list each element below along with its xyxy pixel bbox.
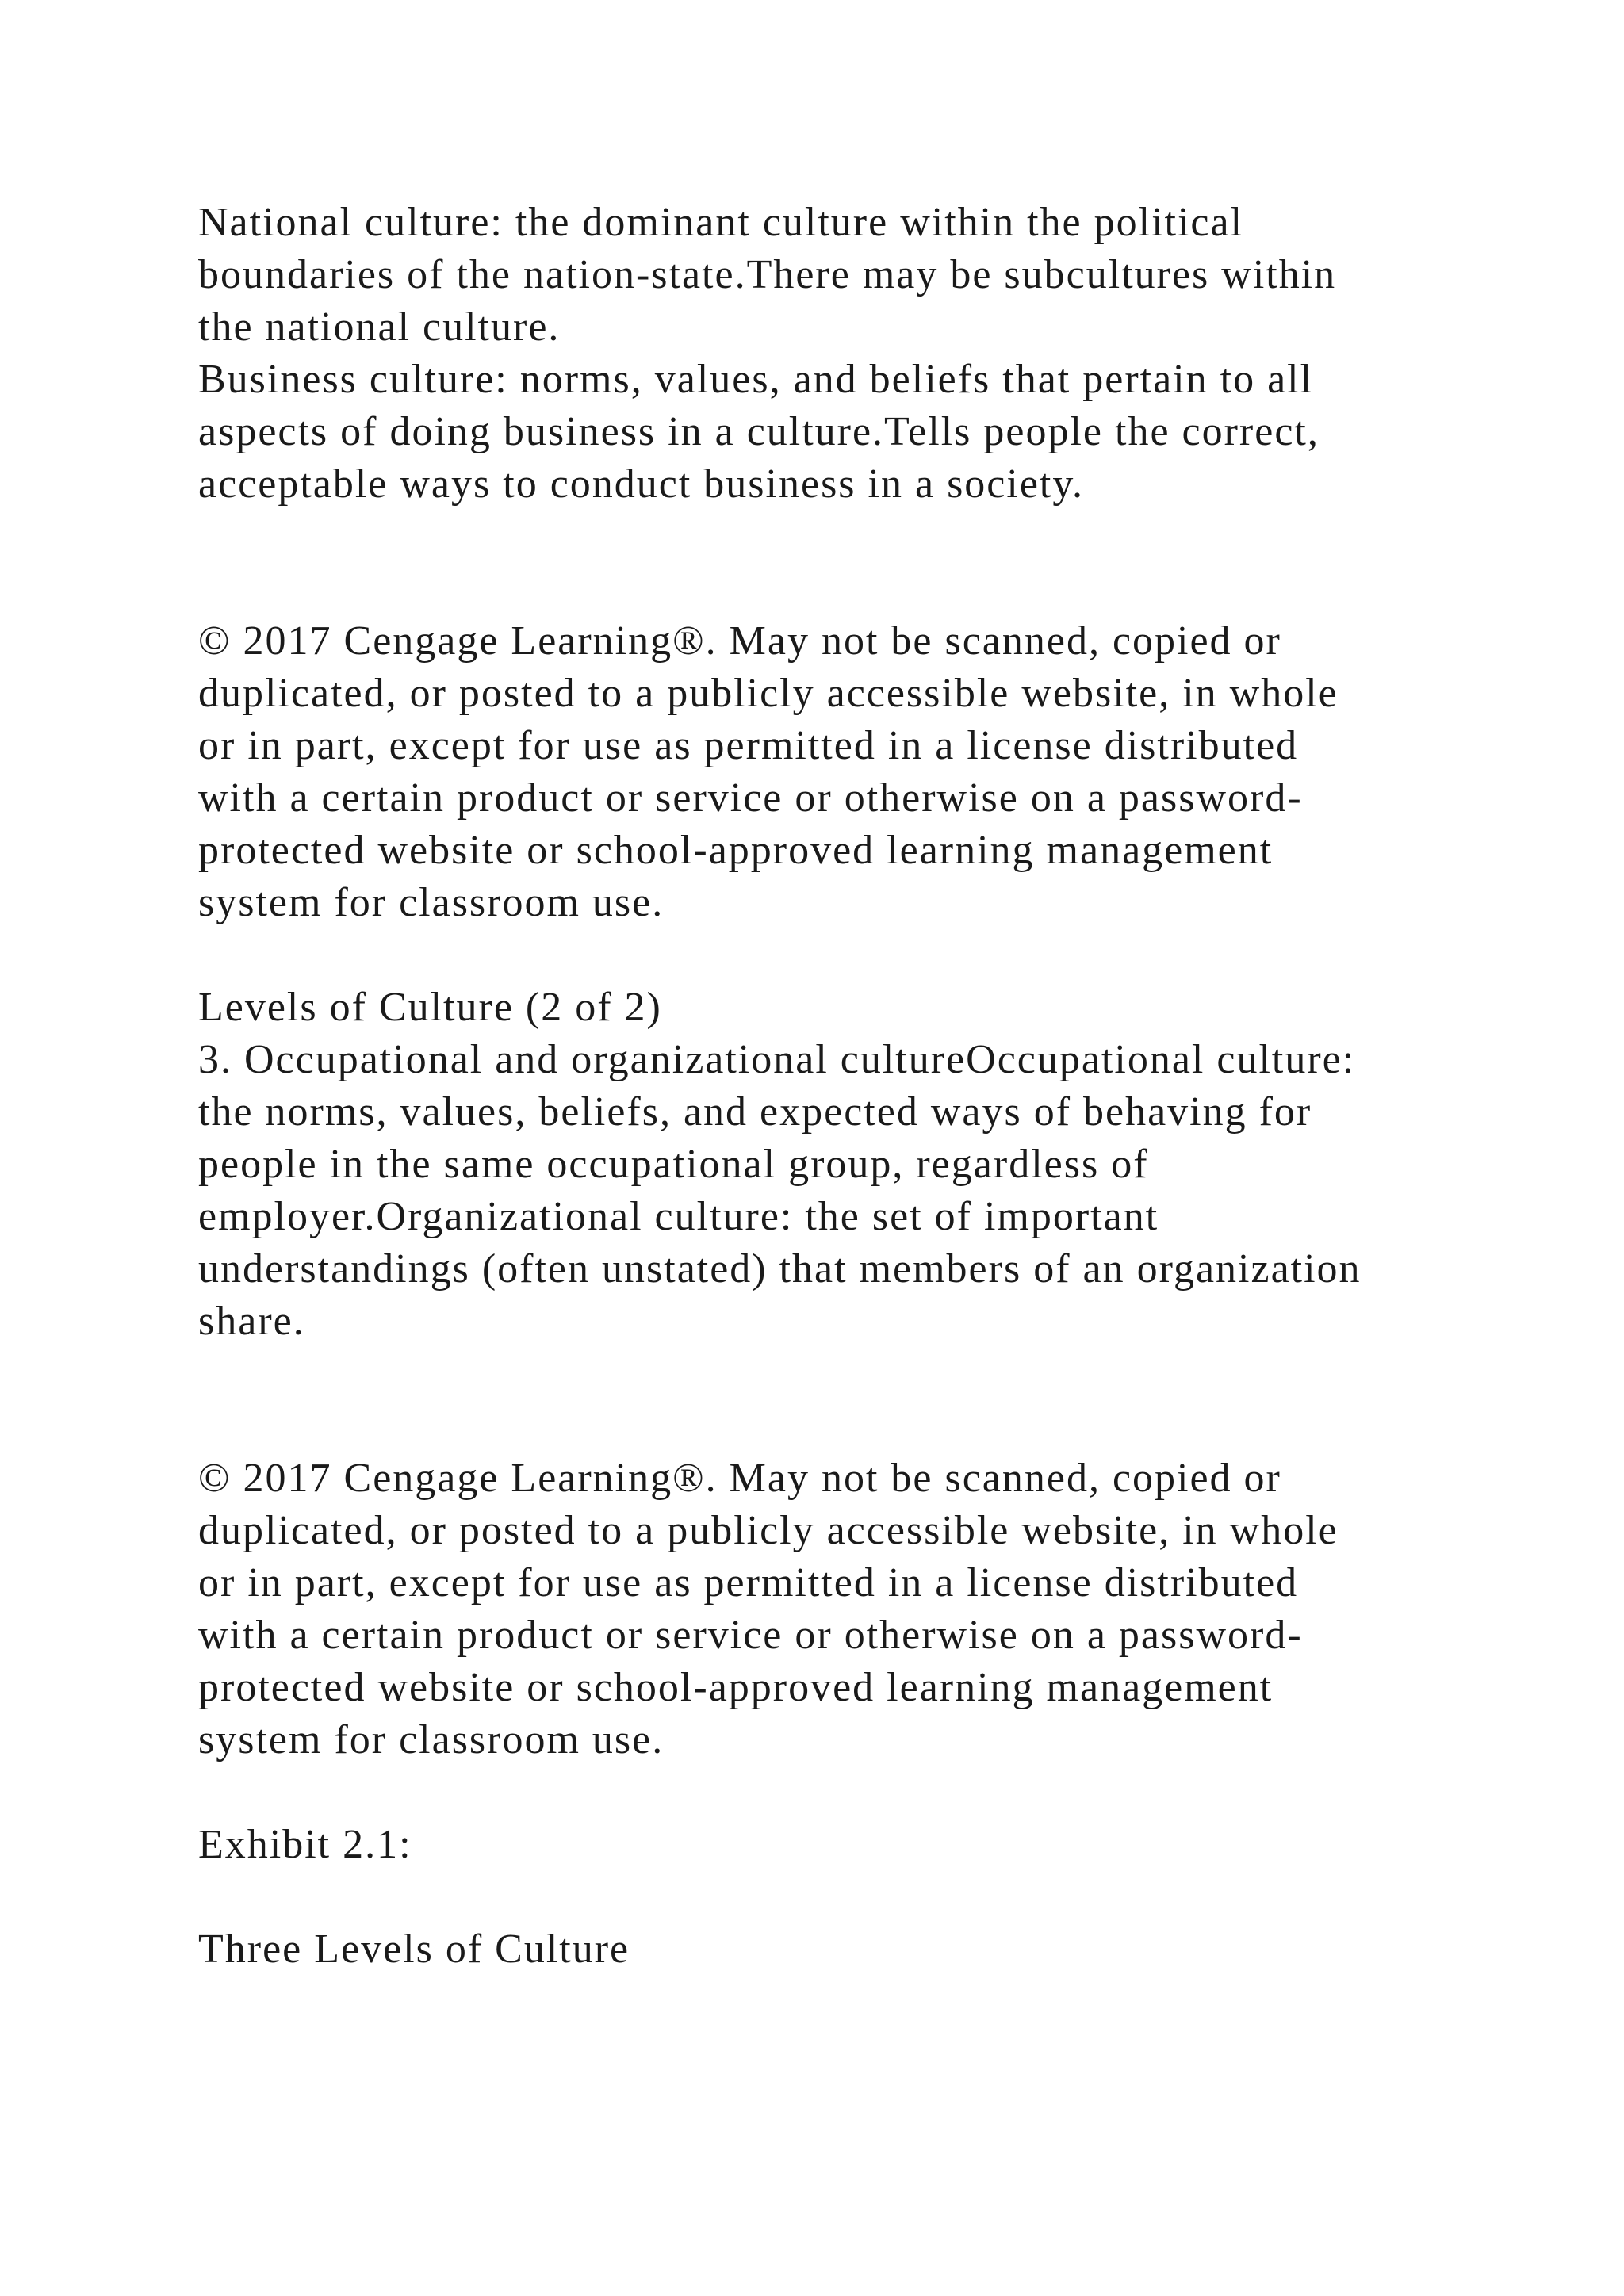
text-line: the national culture. [198,304,561,350]
text-line: National culture: the dominant culture within the political [198,200,1244,245]
text-line: with a certain product or service or otherwise on a password- [198,1613,1303,1658]
text-line: boundaries of the nation-state.There may be subcultures within [198,252,1337,297]
text-line: with a certain product or service or otherwise on a password- [198,775,1303,821]
section-heading: Levels of Culture (2 of 2) [198,985,662,1030]
text-line: people in the same occupational group, regardless of [198,1142,1149,1187]
text-line: employer.Organizational culture: the set of important [198,1194,1159,1239]
text-line: system for classroom use. [198,880,665,925]
blank-line [198,1766,1435,1819]
blank-line [198,1400,1435,1452]
blank-line [198,929,1435,982]
blank-line [198,511,1435,563]
copyright-notice [198,1452,1435,1766]
text-line: or in part, except for use as permitted in a license distributed [198,1560,1299,1605]
text-line: 3. Occupational and organizational cultureOccupational culture: [198,1037,1356,1082]
text-line: the norms, values, beliefs, and expected ways of behaving for [198,1089,1312,1135]
text-line: system for classroom use. [198,1717,665,1762]
blank-line [198,1348,1435,1400]
paragraph-national-business-culture [198,197,1435,511]
text-line: or in part, except for use as permitted in a license distributed [198,723,1299,768]
text-line: duplicated, or posted to a publicly accessible website, in whole [198,1508,1339,1553]
text-line: acceptable ways to conduct business in a society. [198,461,1084,507]
text-line: protected website or school-approved learning management [198,828,1274,873]
text-line: duplicated, or posted to a publicly accessible website, in whole [198,671,1339,716]
text-line: Business culture: norms, values, and beliefs that pertain to all [198,357,1314,402]
text-line: share. [198,1299,305,1344]
text-line: © 2017 Cengage Learning®. May not be scanned, copied or [198,1456,1281,1501]
blank-line [198,563,1435,615]
text-line: aspects of doing business in a culture.Tells people the correct, [198,409,1320,454]
paragraph-levels-of-culture [198,982,1435,1348]
text-line: understandings (often unstated) that members of an organization [198,1246,1362,1292]
exhibit-number: Exhibit 2.1: [198,1822,412,1867]
exhibit-title [198,1923,1435,1976]
blank-line [198,1871,1435,1923]
exhibit-title-text: Three Levels of Culture [198,1927,630,1972]
text-line: protected website or school-approved learning management [198,1665,1274,1710]
text-line: © 2017 Cengage Learning®. May not be scanned, copied or [198,618,1281,664]
exhibit-label [198,1819,1435,1871]
copyright-notice [198,615,1435,929]
document-body [198,197,1435,1976]
